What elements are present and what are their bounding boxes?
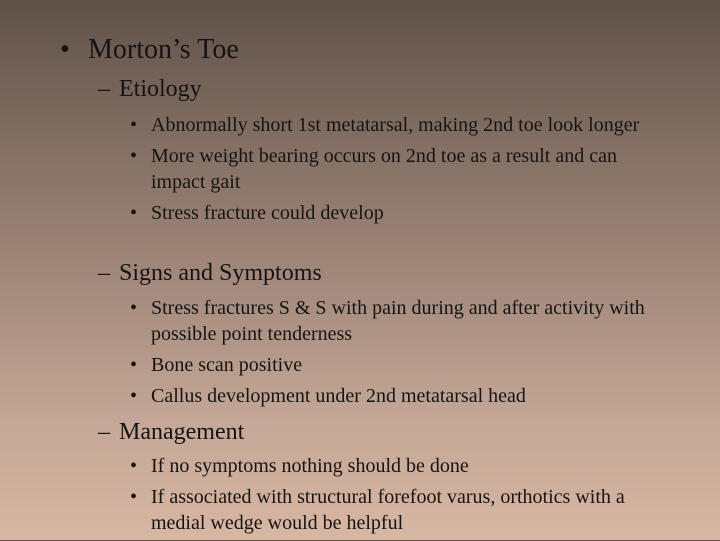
list-item: [130, 453, 665, 479]
list-item-text: Stress fracture could develop: [151, 202, 384, 224]
list-item-text: Stress fractures S & S with pain during and after activity with possible point tenderness: [151, 297, 645, 345]
section-heading: Signs and Symptoms: [119, 260, 322, 286]
list-item-text: Callus development under 2nd metatarsal head: [151, 385, 526, 407]
dash-icon: –: [98, 419, 110, 445]
section-heading: Etiology: [119, 76, 202, 102]
bullet-icon: •: [130, 145, 138, 167]
section-items: [130, 112, 665, 231]
list-item: [130, 484, 665, 536]
bullet-icon: •: [130, 486, 138, 508]
list-item-text: Abnormally short 1st metatarsal, making 2nd toe look longer: [151, 114, 640, 136]
list-item: [130, 200, 665, 226]
list-item: [130, 383, 665, 409]
dash-icon: –: [98, 76, 110, 102]
bullet-icon: •: [130, 385, 138, 407]
list-item-text: Bone scan positive: [151, 354, 303, 376]
section-items: [130, 295, 665, 414]
list-item: [130, 112, 665, 138]
list-item-text: If associated with structural forefoot varus, orthotics with a medial wedge would be helpful: [151, 486, 625, 534]
list-item: [130, 352, 665, 378]
section-heading: Management: [119, 419, 245, 445]
dash-icon: –: [98, 260, 110, 286]
bullet-icon: •: [130, 202, 138, 224]
bullet-icon: •: [130, 297, 138, 319]
list-item: [130, 295, 665, 347]
bullet-icon: •: [130, 455, 138, 477]
list-item-text: More weight bearing occurs on 2nd toe as a result and can impact gait: [151, 145, 617, 193]
slide-title: Morton’s Toe: [88, 34, 239, 65]
list-item-text: If no symptoms nothing should be done: [151, 455, 469, 477]
bullet-icon: •: [60, 34, 70, 65]
section-items: [130, 453, 665, 541]
bullet-icon: •: [130, 354, 138, 376]
bullet-icon: •: [130, 114, 138, 136]
list-item: [130, 143, 665, 195]
